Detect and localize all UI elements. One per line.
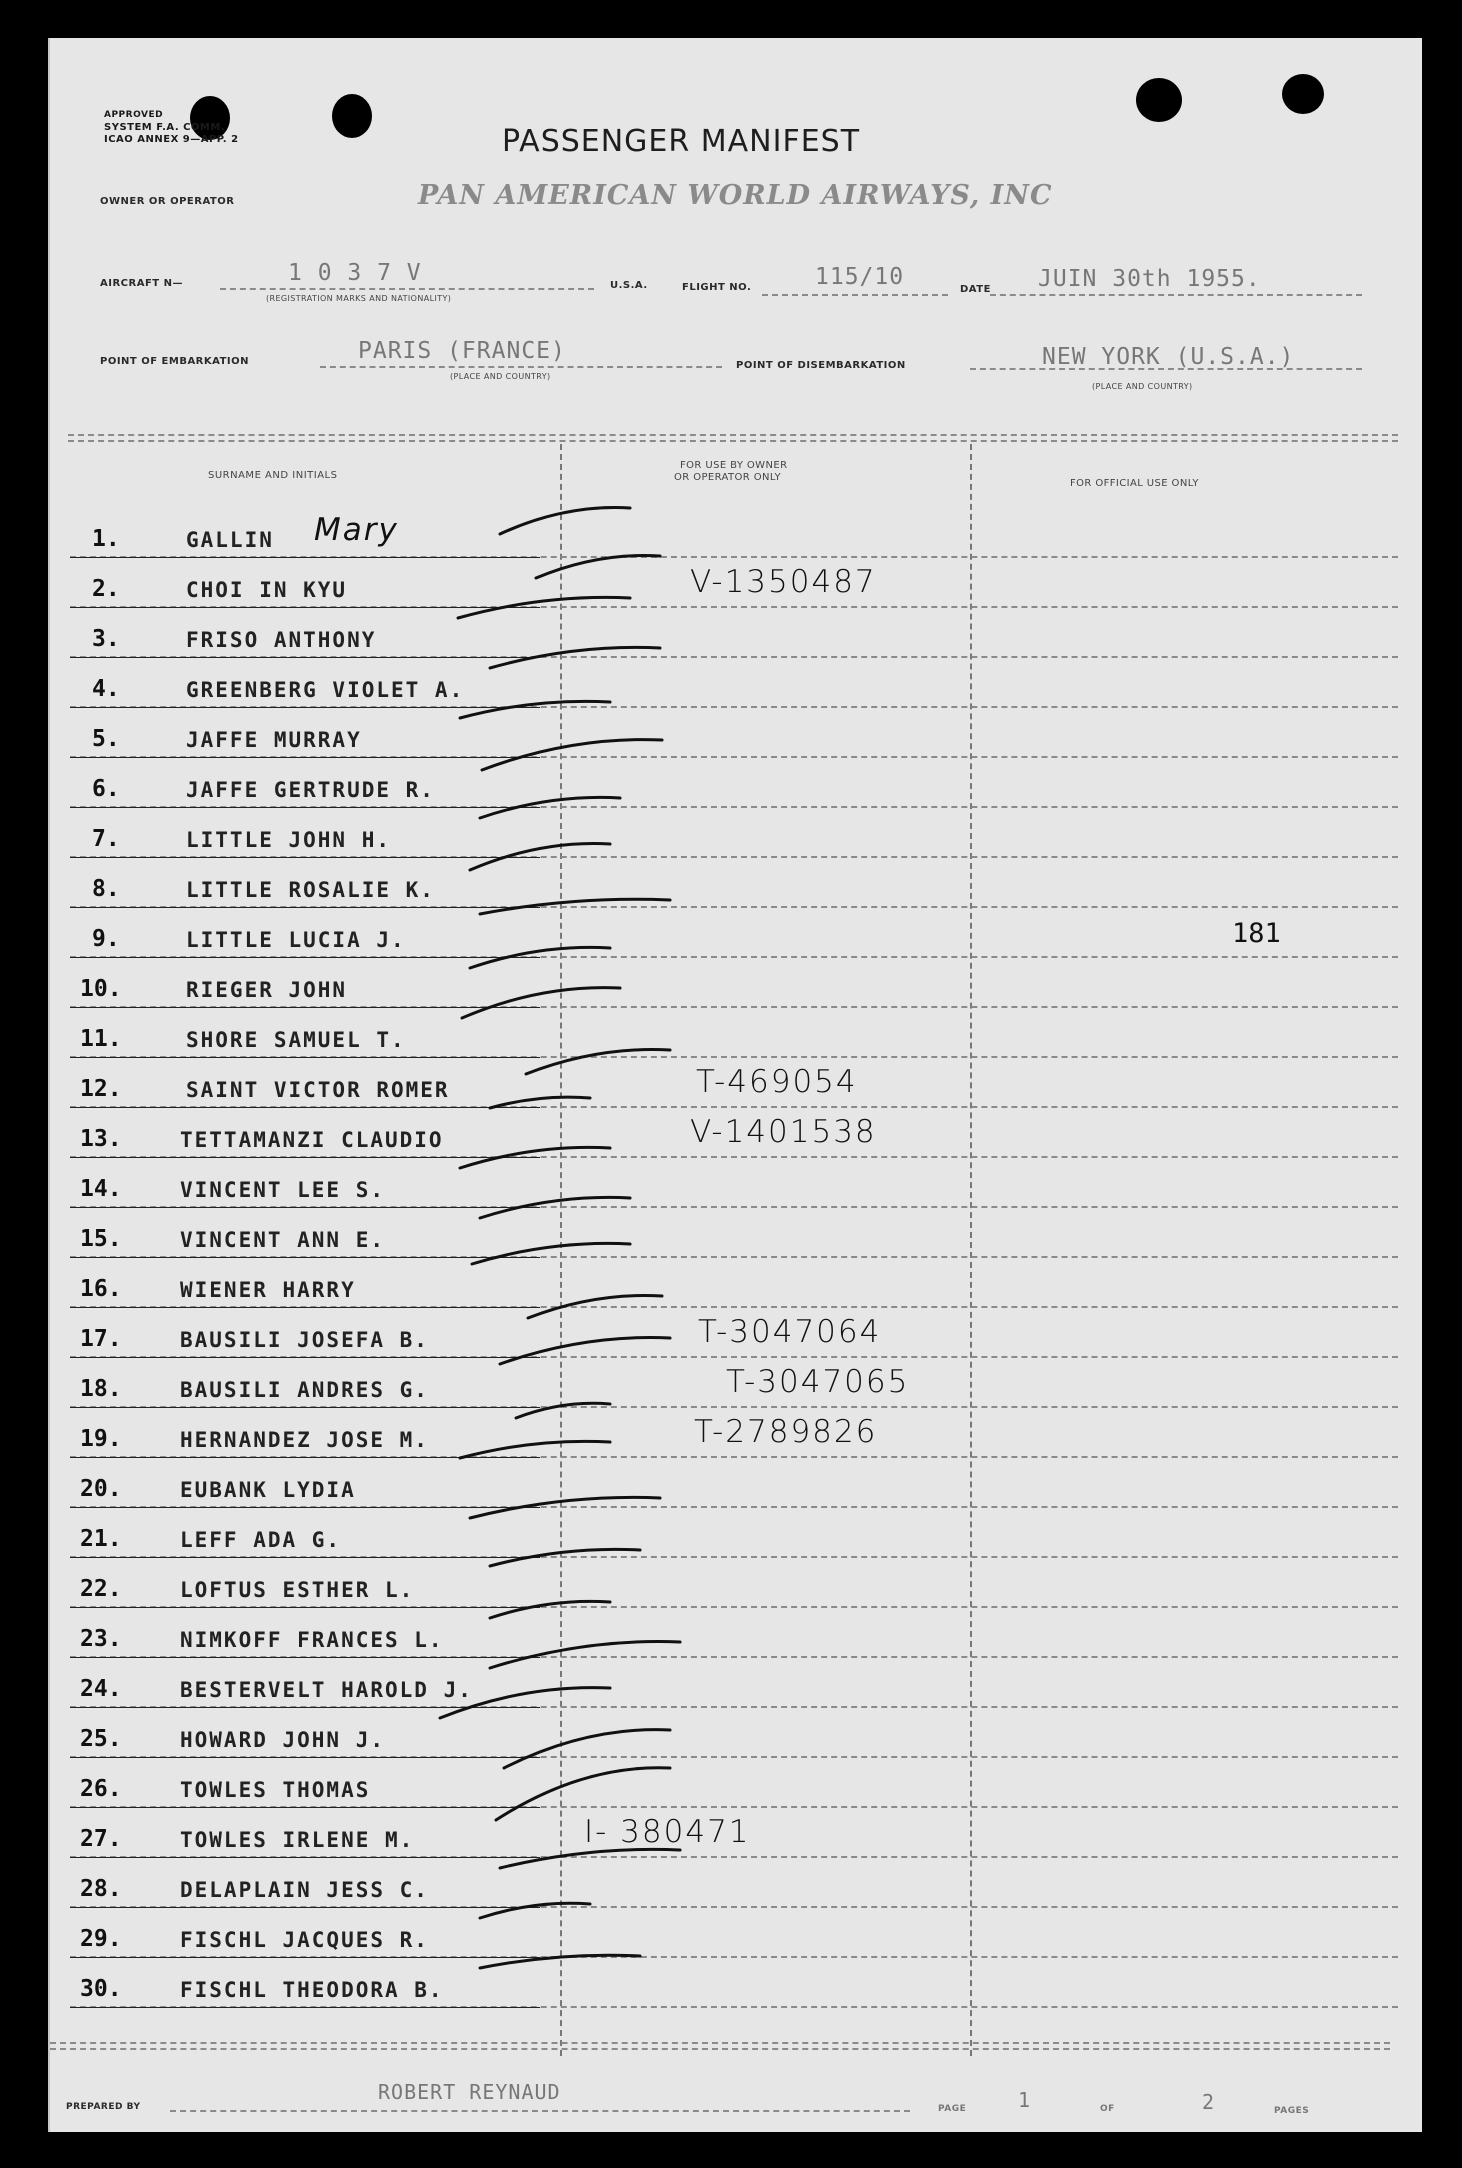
passenger-name: HOWARD JOHN J. xyxy=(180,1728,386,1752)
passenger-name: TOWLES IRLENE M. xyxy=(180,1828,415,1852)
passenger-name: WIENER HARRY xyxy=(180,1278,356,1302)
check-stroke xyxy=(460,1441,610,1458)
usa-label: U.S.A. xyxy=(610,280,648,291)
row-number: 1. xyxy=(92,526,120,552)
check-stroke xyxy=(460,1147,610,1168)
check-stroke xyxy=(480,797,620,818)
check-stroke xyxy=(536,555,660,578)
flight-label: FLIGHT NO. xyxy=(682,282,752,293)
passenger-name: CHOI IN KYU xyxy=(186,578,348,602)
column-header-owner-use: FOR USE BY OWNER xyxy=(680,460,788,471)
passenger-name: JAFFE GERTRUDE R. xyxy=(186,778,435,802)
row-number: 17. xyxy=(80,1326,122,1352)
column-header-official-use: FOR OFFICIAL USE ONLY xyxy=(1070,478,1199,489)
pages-label: PAGES xyxy=(1274,2106,1310,2116)
disembarkation-label: POINT OF DISEMBARKATION xyxy=(736,360,906,371)
row-number: 26. xyxy=(80,1776,122,1802)
official-use-number: 181 xyxy=(1232,918,1281,949)
check-stroke xyxy=(470,947,610,968)
row-number: 28. xyxy=(80,1876,122,1902)
check-stroke xyxy=(480,1197,630,1218)
disembarkation-value: NEW YORK (U.S.A.) xyxy=(1042,344,1295,370)
embarkation-label: POINT OF EMBARKATION xyxy=(100,356,250,367)
passenger-name: LITTLE ROSALIE K. xyxy=(186,878,435,902)
embarkation-value: PARIS (FRANCE) xyxy=(358,338,566,364)
row-number: 20. xyxy=(80,1476,122,1502)
row-number: 21. xyxy=(80,1526,122,1552)
check-stroke xyxy=(500,508,630,534)
document-number-note: V-1350487 xyxy=(690,564,877,600)
row-number: 29. xyxy=(80,1926,122,1952)
passenger-name: LITTLE JOHN H. xyxy=(186,828,392,852)
passenger-name: BAUSILI ANDRES G. xyxy=(180,1378,429,1402)
check-stroke xyxy=(458,597,630,618)
document-number-note: V-1401538 xyxy=(690,1114,877,1150)
check-stroke xyxy=(470,1497,660,1518)
row-number: 4. xyxy=(92,676,120,702)
check-stroke xyxy=(500,1849,680,1868)
aircraft-label: AIRCRAFT N— xyxy=(100,278,183,289)
check-stroke xyxy=(480,1903,590,1918)
row-number: 2. xyxy=(92,576,120,602)
document-number-note: T-3047065 xyxy=(726,1364,910,1400)
page-value: 1 xyxy=(1018,2088,1032,2112)
check-stroke xyxy=(482,740,662,770)
column-header-owner-use: OR OPERATOR ONLY xyxy=(674,472,782,483)
aircraft-value: 1 0 3 7 V xyxy=(288,260,422,286)
passenger-name: VINCENT LEE S. xyxy=(180,1178,386,1202)
date-value: JUIN 30th 1955. xyxy=(1038,266,1261,292)
passenger-name: GALLIN xyxy=(186,528,274,552)
passenger-name: NIMKOFF FRANCES L. xyxy=(180,1628,444,1652)
of-label: OF xyxy=(1100,2104,1115,2114)
check-stroke xyxy=(470,844,610,870)
passenger-name: LITTLE LUCIA J. xyxy=(186,928,406,952)
passenger-name: FISCHL JACQUES R. xyxy=(180,1928,429,1952)
row-number: 11. xyxy=(80,1026,122,1052)
check-stroke xyxy=(480,1955,640,1968)
document-number-note: I- 380471 xyxy=(584,1814,751,1850)
passenger-name: TETTAMANZI CLAUDIO xyxy=(180,1128,444,1152)
check-stroke xyxy=(490,1549,640,1566)
approval-line: ICAO ANNEX 9—APP. 2 xyxy=(104,134,239,145)
check-stroke xyxy=(500,1338,670,1364)
passenger-name: DELAPLAIN JESS C. xyxy=(180,1878,429,1902)
passenger-name: RIEGER JOHN xyxy=(186,978,348,1002)
passenger-name: LOFTUS ESTHER L. xyxy=(180,1578,415,1602)
row-number: 25. xyxy=(80,1726,122,1752)
row-number: 9. xyxy=(92,926,120,952)
row-number: 14. xyxy=(80,1176,122,1202)
check-stroke xyxy=(490,1097,590,1108)
check-stroke xyxy=(490,1642,680,1668)
document-number-note: T-2789826 xyxy=(694,1414,878,1450)
row-number: 3. xyxy=(92,626,120,652)
row-number: 30. xyxy=(80,1976,122,2002)
check-stroke xyxy=(504,1730,670,1768)
owner-value: PAN AMERICAN WORLD AIRWAYS, INC xyxy=(418,180,1053,211)
row-number: 22. xyxy=(80,1576,122,1602)
passenger-name: SHORE SAMUEL T. xyxy=(186,1028,406,1052)
row-number: 24. xyxy=(80,1676,122,1702)
approval-line: SYSTEM F.A. COMM. xyxy=(104,122,226,133)
check-stroke xyxy=(490,647,660,668)
row-number: 10. xyxy=(80,976,122,1002)
check-stroke xyxy=(472,1243,630,1264)
check-stroke xyxy=(462,988,620,1018)
document-number-note: T-469054 xyxy=(696,1064,858,1100)
check-stroke xyxy=(496,1768,670,1820)
of-value: 2 xyxy=(1202,2090,1216,2114)
check-stroke xyxy=(526,1050,670,1075)
passenger-name: FRISO ANTHONY xyxy=(186,628,377,652)
row-number: 15. xyxy=(80,1226,122,1252)
check-stroke xyxy=(480,899,670,914)
passenger-name: SAINT VICTOR ROMER xyxy=(186,1078,450,1102)
prepared-label: PREPARED BY xyxy=(66,2102,141,2112)
row-number: 6. xyxy=(92,776,120,802)
passenger-name: BESTERVELT HAROLD J. xyxy=(180,1678,473,1702)
passenger-name: TOWLES THOMAS xyxy=(180,1778,371,1802)
row-number: 23. xyxy=(80,1626,122,1652)
row-number: 5. xyxy=(92,726,120,752)
embarkation-sublabel: (PLACE AND COUNTRY) xyxy=(450,372,551,381)
flight-value: 115/10 xyxy=(815,264,905,290)
passenger-name: BAUSILI JOSEFA B. xyxy=(180,1328,429,1352)
passenger-name: VINCENT ANN E. xyxy=(180,1228,386,1252)
passenger-name: JAFFE MURRAY xyxy=(186,728,362,752)
row-number: 18. xyxy=(80,1376,122,1402)
row-number: 12. xyxy=(80,1076,122,1102)
check-stroke xyxy=(516,1403,610,1418)
date-label: DATE xyxy=(960,284,991,295)
row-number: 7. xyxy=(92,826,120,852)
check-stroke xyxy=(460,701,610,718)
row-number: 19. xyxy=(80,1426,122,1452)
manifest-sheet xyxy=(48,38,1422,2132)
passenger-name: HERNANDEZ JOSE M. xyxy=(180,1428,429,1452)
aircraft-sublabel: (REGISTRATION MARKS AND NATIONALITY) xyxy=(266,294,452,303)
row-number: 13. xyxy=(80,1126,122,1152)
prepared-value: ROBERT REYNAUD xyxy=(378,2080,561,2104)
passenger-name: FISCHL THEODORA B. xyxy=(180,1978,444,2002)
row-number: 27. xyxy=(80,1826,122,1852)
page-title: PASSENGER MANIFEST xyxy=(502,124,861,159)
check-stroke xyxy=(440,1688,610,1718)
handwritten-name: Mary xyxy=(314,512,399,548)
disembarkation-sublabel: (PLACE AND COUNTRY) xyxy=(1092,382,1193,391)
check-strokes xyxy=(50,38,1422,2132)
passenger-name: LEFF ADA G. xyxy=(180,1528,342,1552)
owner-label: OWNER OR OPERATOR xyxy=(100,196,235,207)
passenger-name: EUBANK LYDIA xyxy=(180,1478,356,1502)
row-number: 16. xyxy=(80,1276,122,1302)
row-number: 8. xyxy=(92,876,120,902)
check-stroke xyxy=(490,1601,610,1618)
page-label: PAGE xyxy=(938,2104,967,2114)
passenger-name: GREENBERG VIOLET A. xyxy=(186,678,465,702)
column-header-surname: SURNAME AND INITIALS xyxy=(208,470,338,481)
approval-line: APPROVED xyxy=(104,110,164,120)
check-stroke xyxy=(528,1295,662,1318)
document-number-note: T-3047064 xyxy=(698,1314,882,1350)
